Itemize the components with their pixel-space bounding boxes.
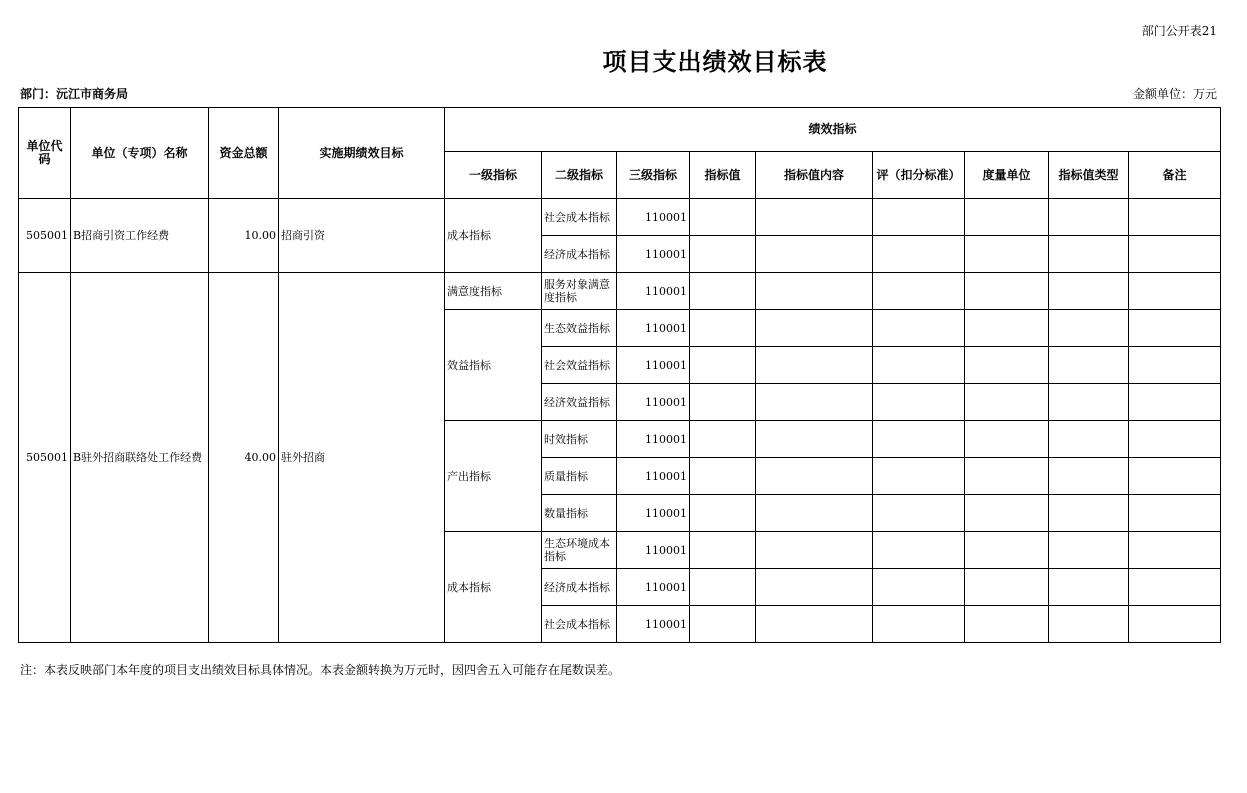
measure-unit-cell	[965, 421, 1049, 458]
value-cell	[690, 606, 756, 643]
header-value: 指标值	[690, 152, 756, 199]
value-type-cell	[1049, 384, 1129, 421]
unit-name-cell: B驻外招商联络处工作经费	[71, 273, 209, 643]
level3-cell: 110001	[617, 532, 690, 569]
level3-cell: 110001	[617, 495, 690, 532]
level2-cell: 经济效益指标	[542, 384, 617, 421]
level3-cell: 110001	[617, 347, 690, 384]
header-remark: 备注	[1129, 152, 1221, 199]
header-row-1	[19, 108, 1221, 152]
department-label: 部门：沅江市商务局	[20, 87, 129, 101]
level2-cell: 服务对象满意度指标	[542, 273, 617, 310]
level2-cell: 质量指标	[542, 458, 617, 495]
level1-cell: 成本指标	[445, 532, 542, 643]
header-measure-unit: 度量单位	[965, 152, 1049, 199]
header-scoring: 评（扣分标准）	[873, 152, 965, 199]
value-cell	[690, 199, 756, 236]
value-content-cell	[756, 532, 873, 569]
scoring-cell	[873, 347, 965, 384]
value-type-cell	[1049, 199, 1129, 236]
remark-cell	[1129, 532, 1221, 569]
level3-cell: 110001	[617, 273, 690, 310]
value-content-cell	[756, 347, 873, 384]
header-value-type: 指标值类型	[1049, 152, 1129, 199]
value-type-cell	[1049, 569, 1129, 606]
level3-cell: 110001	[617, 236, 690, 273]
value-content-cell	[756, 199, 873, 236]
value-type-cell	[1049, 495, 1129, 532]
value-cell	[690, 347, 756, 384]
remark-cell	[1129, 384, 1221, 421]
remark-cell	[1129, 236, 1221, 273]
level3-cell: 110001	[617, 569, 690, 606]
value-content-cell	[756, 569, 873, 606]
header-value-content: 指标值内容	[756, 152, 873, 199]
header-unit-code: 单位代码	[19, 108, 71, 199]
level2-cell: 经济成本指标	[542, 569, 617, 606]
value-cell	[690, 458, 756, 495]
level1-cell: 产出指标	[445, 421, 542, 532]
level3-cell: 110001	[617, 384, 690, 421]
measure-unit-cell	[965, 236, 1049, 273]
measure-unit-cell	[965, 384, 1049, 421]
value-cell	[690, 569, 756, 606]
level2-cell: 时效指标	[542, 421, 617, 458]
level2-cell: 社会成本指标	[542, 606, 617, 643]
value-content-cell	[756, 236, 873, 273]
level2-cell: 社会成本指标	[542, 199, 617, 236]
form-number: 部门公开表21	[1141, 24, 1217, 38]
unit-code-cell: 505001	[19, 199, 71, 273]
value-type-cell	[1049, 532, 1129, 569]
measure-unit-cell	[965, 495, 1049, 532]
footnote: 注：本表反映部门本年度的项目支出绩效目标具体情况。本表金额转换为万元时，因四舍五入可能存在尾数误差。	[20, 663, 621, 677]
remark-cell	[1129, 606, 1221, 643]
remark-cell	[1129, 273, 1221, 310]
value-content-cell	[756, 495, 873, 532]
level2-cell: 社会效益指标	[542, 347, 617, 384]
remark-cell	[1129, 569, 1221, 606]
value-content-cell	[756, 606, 873, 643]
header-level1: 一级指标	[445, 152, 542, 199]
level2-cell: 生态环境成本指标	[542, 532, 617, 569]
remark-cell	[1129, 421, 1221, 458]
remark-cell	[1129, 310, 1221, 347]
value-content-cell	[756, 421, 873, 458]
scoring-cell	[873, 606, 965, 643]
goal-cell: 驻外招商	[279, 273, 445, 643]
level3-cell: 110001	[617, 310, 690, 347]
header-unit-name: 单位（专项）名称	[71, 108, 209, 199]
value-type-cell	[1049, 273, 1129, 310]
scoring-cell	[873, 495, 965, 532]
level1-cell: 成本指标	[445, 199, 542, 273]
scoring-cell	[873, 310, 965, 347]
level2-cell: 经济成本指标	[542, 236, 617, 273]
header-indicators: 绩效指标	[445, 108, 1221, 152]
unit-code-cell: 505001	[19, 273, 71, 643]
remark-cell	[1129, 199, 1221, 236]
table-row	[19, 199, 1221, 236]
level1-cell: 效益指标	[445, 310, 542, 421]
level1-cell: 满意度指标	[445, 273, 542, 310]
table-row	[19, 273, 1221, 310]
remark-cell	[1129, 347, 1221, 384]
value-content-cell	[756, 458, 873, 495]
header-total-funds: 资金总额	[209, 108, 279, 199]
scoring-cell	[873, 458, 965, 495]
total-funds-cell: 40.00	[209, 273, 279, 643]
amount-unit-label: 金额单位：万元	[1132, 87, 1217, 101]
goal-cell: 招商引资	[279, 199, 445, 273]
value-content-cell	[756, 310, 873, 347]
level3-cell: 110001	[617, 458, 690, 495]
header-goal: 实施期绩效目标	[279, 108, 445, 199]
measure-unit-cell	[965, 310, 1049, 347]
value-cell	[690, 310, 756, 347]
remark-cell	[1129, 495, 1221, 532]
value-content-cell	[756, 384, 873, 421]
total-funds-cell: 10.00	[209, 199, 279, 273]
measure-unit-cell	[965, 458, 1049, 495]
scoring-cell	[873, 199, 965, 236]
unit-name-cell: B招商引资工作经费	[71, 199, 209, 273]
value-type-cell	[1049, 347, 1129, 384]
page-title: 项目支出绩效目标表	[602, 48, 828, 76]
value-cell	[690, 421, 756, 458]
measure-unit-cell	[965, 569, 1049, 606]
value-cell	[690, 384, 756, 421]
performance-table	[18, 107, 1221, 643]
scoring-cell	[873, 569, 965, 606]
level2-cell: 生态效益指标	[542, 310, 617, 347]
value-cell	[690, 532, 756, 569]
value-type-cell	[1049, 458, 1129, 495]
scoring-cell	[873, 273, 965, 310]
value-content-cell	[756, 273, 873, 310]
measure-unit-cell	[965, 606, 1049, 643]
value-type-cell	[1049, 236, 1129, 273]
scoring-cell	[873, 384, 965, 421]
level2-cell: 数量指标	[542, 495, 617, 532]
measure-unit-cell	[965, 273, 1049, 310]
remark-cell	[1129, 458, 1221, 495]
value-type-cell	[1049, 421, 1129, 458]
header-level2: 二级指标	[542, 152, 617, 199]
scoring-cell	[873, 532, 965, 569]
scoring-cell	[873, 421, 965, 458]
measure-unit-cell	[965, 347, 1049, 384]
value-cell	[690, 236, 756, 273]
value-cell	[690, 495, 756, 532]
scoring-cell	[873, 236, 965, 273]
value-cell	[690, 273, 756, 310]
measure-unit-cell	[965, 532, 1049, 569]
level3-cell: 110001	[617, 421, 690, 458]
measure-unit-cell	[965, 199, 1049, 236]
level3-cell: 110001	[617, 606, 690, 643]
value-type-cell	[1049, 606, 1129, 643]
header-level3: 三级指标	[617, 152, 690, 199]
level3-cell: 110001	[617, 199, 690, 236]
table-body	[19, 199, 1221, 643]
value-type-cell	[1049, 310, 1129, 347]
